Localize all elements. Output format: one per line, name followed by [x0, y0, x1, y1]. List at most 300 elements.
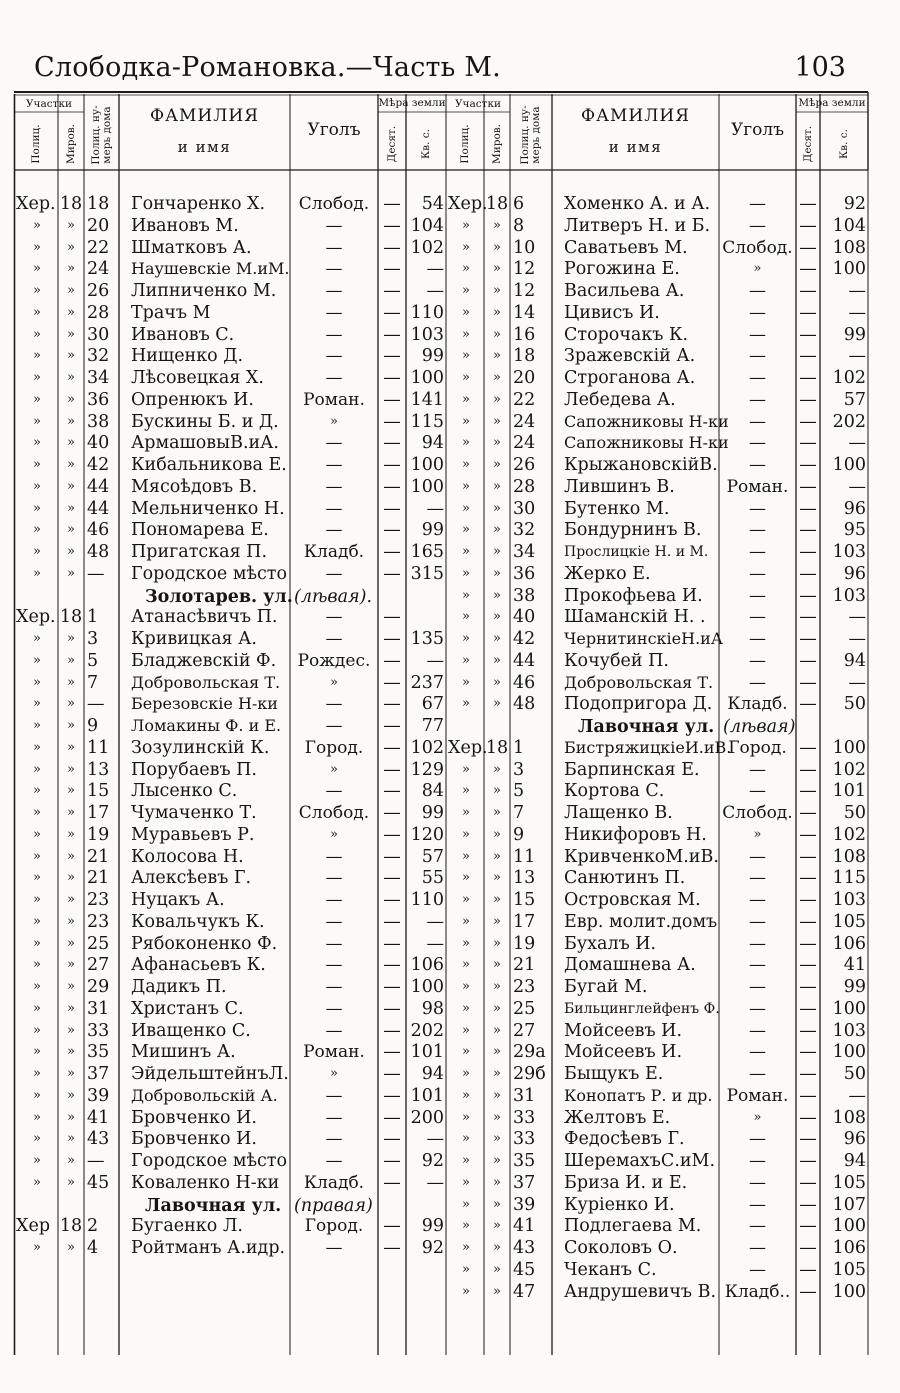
owner-name: Афанасьевъ К.: [131, 955, 266, 976]
civil-district: »: [493, 609, 501, 625]
register-table: [14, 90, 868, 1390]
corner-street: —: [325, 1151, 343, 1171]
land-desyatins: —: [383, 846, 401, 867]
civil-district: »: [67, 1109, 75, 1125]
civil-district: »: [67, 870, 75, 886]
owner-name: ШеремахъС.иМ.: [564, 1151, 716, 1171]
land-desyatins: —: [799, 542, 817, 562]
house-number: 41: [513, 1216, 536, 1237]
land-sq-sazhens: 110: [410, 302, 444, 323]
corner-street: Рождес.: [297, 650, 371, 671]
corner-street: Кладб.: [303, 542, 365, 562]
owner-name: Федосѣевъ Г.: [564, 1129, 685, 1150]
owner-name: Саватьевъ М.: [564, 237, 688, 258]
owner-name: Коваленко Н-ки: [131, 1172, 280, 1193]
land-sq-sazhens: —: [426, 1172, 444, 1193]
owner-name: Кортова С.: [564, 781, 665, 802]
land-desyatins: —: [383, 1129, 401, 1150]
land-desyatins: —: [799, 1020, 817, 1041]
civil-district: »: [493, 935, 501, 951]
police-district: »: [33, 1000, 41, 1016]
owner-name: Прокофьева И.: [564, 585, 703, 606]
owner-name: Мойсеевъ И.: [564, 1042, 683, 1063]
owner-name: Подопригора Д.: [564, 694, 713, 715]
house-number: 22: [513, 389, 536, 410]
land-sq-sazhens: 103: [832, 585, 866, 606]
house-number: 24: [513, 433, 536, 454]
land-sq-sazhens: 100: [410, 977, 444, 997]
land-sq-sazhens: 102: [410, 737, 444, 758]
section-side: (лѣвая): [723, 717, 796, 737]
header-mera-zemli: Мѣра земли: [378, 97, 446, 109]
police-district: »: [33, 457, 41, 472]
owner-name: Подлегаева М.: [564, 1216, 702, 1237]
house-number: 24: [513, 411, 536, 432]
land-sq-sazhens: —: [848, 476, 866, 497]
house-number: 46: [87, 520, 110, 541]
land-sq-sazhens: 129: [410, 759, 444, 780]
house-number: 30: [87, 324, 110, 345]
police-district: »: [33, 1240, 41, 1255]
civil-district: »: [493, 979, 501, 994]
land-sq-sazhens: 102: [832, 368, 866, 388]
house-number: 16: [513, 324, 536, 345]
corner-street: —: [749, 433, 766, 454]
land-desyatins: —: [383, 911, 401, 932]
corner-street: —: [749, 1129, 766, 1150]
civil-district: »: [67, 848, 75, 864]
civil-district: »: [67, 1131, 75, 1147]
corner-street: —: [325, 933, 343, 954]
land-sq-sazhens: 99: [843, 977, 866, 997]
house-number: 25: [513, 998, 536, 1019]
civil-district: »: [493, 326, 501, 342]
land-sq-sazhens: 202: [832, 411, 866, 432]
owner-name: Хоменко А. и А.: [564, 194, 711, 214]
police-district: »: [462, 283, 470, 298]
police-district: »: [462, 826, 470, 842]
corner-street: —: [749, 781, 766, 802]
owner-name: Гончаренко Х.: [131, 194, 266, 214]
land-desyatins: —: [383, 542, 401, 562]
header-i-imya: и имя: [177, 138, 232, 156]
land-sq-sazhens: 94: [421, 1064, 444, 1084]
police-district: »: [462, 979, 470, 994]
corner-street: —: [325, 563, 343, 584]
police-district: »: [33, 544, 41, 559]
house-number: 40: [87, 433, 110, 454]
land-desyatins: —: [799, 563, 817, 584]
civil-district: »: [67, 413, 75, 429]
police-district: »: [462, 1044, 470, 1060]
land-sq-sazhens: —: [848, 346, 866, 367]
house-number: 20: [513, 368, 536, 388]
corner-street: —: [325, 846, 343, 867]
owner-name: Дадикъ П.: [131, 977, 227, 997]
corner-street: —: [325, 716, 343, 736]
civil-district: »: [493, 1196, 501, 1212]
section-title: Лавочная ул.: [145, 1195, 282, 1216]
police-district: »: [462, 1087, 470, 1103]
land-sq-sazhens: 237: [410, 672, 444, 693]
owner-name: Добровольскій А.: [131, 1085, 278, 1105]
owner-name: Липниченко М.: [131, 281, 277, 301]
land-desyatins: —: [799, 1172, 817, 1193]
land-sq-sazhens: 77: [421, 716, 444, 736]
land-desyatins: —: [383, 194, 401, 214]
civil-district: »: [67, 261, 75, 277]
civil-district: »: [67, 652, 75, 668]
police-district: »: [33, 696, 41, 712]
corner-street: —: [325, 1020, 343, 1041]
corner-street: —: [325, 433, 343, 454]
land-desyatins: —: [383, 694, 401, 715]
land-sq-sazhens: 99: [421, 1216, 444, 1237]
civil-district: »: [67, 957, 75, 973]
corner-street: —: [749, 911, 766, 932]
land-sq-sazhens: 165: [410, 542, 444, 562]
police-district: »: [33, 1066, 41, 1081]
house-number: 37: [87, 1064, 110, 1084]
land-desyatins: —: [799, 1107, 817, 1128]
house-number: 33: [513, 1107, 536, 1128]
civil-district: 18: [485, 194, 509, 214]
civil-district: »: [67, 783, 75, 799]
land-sq-sazhens: 99: [421, 520, 444, 541]
police-district: »: [462, 1131, 470, 1147]
corner-street: —: [749, 563, 766, 584]
land-desyatins: —: [383, 368, 401, 388]
police-district: »: [462, 457, 470, 472]
police-district: »: [462, 892, 470, 907]
corner-street: Слобод.: [298, 194, 370, 214]
civil-district: »: [67, 457, 75, 472]
civil-district: »: [67, 1022, 75, 1038]
police-district: »: [33, 739, 41, 755]
owner-name: Шматковъ А.: [131, 237, 252, 258]
land-desyatins: —: [383, 324, 401, 345]
land-desyatins: —: [383, 977, 401, 997]
section-side: (лѣвая).: [294, 586, 373, 607]
page-number: 103: [794, 52, 846, 83]
civil-district: »: [493, 1022, 501, 1038]
civil-district: »: [67, 391, 75, 407]
police-district: »: [462, 217, 470, 233]
header-uchastki: Участки: [454, 98, 502, 110]
land-desyatins: —: [799, 1129, 817, 1150]
corner-street: —: [325, 1238, 343, 1258]
house-number: —: [87, 563, 105, 584]
house-number: 28: [87, 302, 110, 323]
land-sq-sazhens: 102: [832, 824, 866, 845]
page-title: Слободка-Романовка.—Часть М.: [34, 52, 501, 83]
civil-district: »: [67, 435, 75, 451]
corner-street: —: [749, 498, 766, 519]
owner-name: Сторочакъ К.: [564, 324, 689, 345]
civil-district: »: [493, 370, 501, 385]
owner-name: КривченкоМ.иВ.: [564, 846, 719, 867]
house-number: 37: [513, 1172, 536, 1193]
owner-name: Бугай М.: [564, 977, 648, 997]
land-desyatins: —: [799, 890, 817, 910]
land-sq-sazhens: 84: [421, 781, 444, 802]
police-district: »: [462, 1174, 470, 1190]
corner-street: —: [749, 1238, 766, 1258]
header-ugol: Уголъ: [307, 120, 361, 140]
corner-street: —: [749, 672, 766, 693]
land-sq-sazhens: —: [848, 302, 866, 323]
police-district: »: [462, 239, 470, 255]
land-desyatins: —: [799, 1085, 817, 1106]
header-uchastki: Участки: [25, 98, 73, 110]
land-desyatins: —: [799, 868, 817, 889]
civil-district: »: [67, 500, 75, 516]
land-desyatins: —: [383, 259, 401, 280]
owner-name: Кривицкая А.: [131, 629, 257, 649]
corner-street: —: [325, 237, 343, 258]
house-number: 28: [513, 476, 536, 497]
owner-name: Мясоѣдовъ В.: [131, 476, 258, 497]
house-number: 29а: [513, 1042, 546, 1063]
corner-street: —: [325, 476, 343, 497]
owner-name: Городское мѣсто: [131, 1151, 288, 1171]
corner-street: »: [753, 261, 762, 277]
owner-name: Литверъ Н. и Б.: [564, 215, 711, 236]
owner-name: Бриза И. и Е.: [564, 1172, 688, 1193]
civil-district: 18: [59, 607, 83, 628]
land-sq-sazhens: 108: [832, 846, 866, 867]
house-number: 31: [87, 998, 110, 1019]
header-polits: Полиц.: [30, 124, 42, 164]
land-sq-sazhens: 94: [421, 433, 444, 454]
header-kv: Кв. с.: [838, 129, 850, 159]
land-desyatins: —: [383, 346, 401, 367]
civil-district: »: [67, 544, 75, 559]
land-desyatins: —: [799, 998, 817, 1019]
house-number: 3: [513, 759, 525, 780]
police-district: »: [462, 783, 470, 799]
police-district: »: [33, 1174, 41, 1190]
corner-street: —: [325, 281, 343, 301]
police-district: »: [33, 1044, 41, 1060]
land-sq-sazhens: 50: [843, 803, 866, 823]
police-district: Хер.: [448, 194, 488, 214]
house-number: 25: [87, 933, 110, 954]
house-number: 26: [513, 455, 536, 475]
land-desyatins: —: [799, 977, 817, 997]
land-desyatins: —: [799, 411, 817, 432]
house-number: 48: [513, 694, 536, 715]
header-kv: Кв. с.: [420, 129, 432, 159]
civil-district: »: [67, 1087, 75, 1103]
civil-district: »: [67, 913, 75, 929]
house-number: 29: [87, 977, 110, 997]
land-sq-sazhens: 141: [410, 389, 444, 410]
land-desyatins: —: [383, 998, 401, 1019]
owner-name: КрыжановскійВ.: [564, 455, 718, 475]
police-district: »: [33, 718, 41, 733]
police-district: »: [462, 696, 470, 712]
land-desyatins: —: [799, 194, 817, 214]
section-side: (правая): [294, 1195, 373, 1216]
owner-name: Иващенко С.: [131, 1020, 251, 1041]
land-desyatins: —: [799, 281, 817, 301]
corner-street: —: [749, 1064, 766, 1084]
police-district: »: [462, 1066, 470, 1081]
owner-name: Муравьевъ Р.: [131, 824, 255, 845]
owner-name: Бондурнинъ В.: [564, 520, 702, 541]
civil-district: »: [493, 1218, 501, 1234]
land-sq-sazhens: —: [426, 911, 444, 932]
house-number: 29б: [513, 1064, 546, 1084]
police-district: »: [462, 413, 470, 429]
corner-street: —: [325, 1107, 343, 1128]
land-sq-sazhens: 104: [832, 215, 866, 236]
land-desyatins: —: [383, 803, 401, 823]
police-district: »: [33, 370, 41, 385]
civil-district: »: [67, 805, 75, 820]
police-district: »: [33, 391, 41, 407]
house-number: 1: [513, 737, 525, 758]
civil-district: »: [493, 1066, 501, 1081]
owner-name: Ковальчукъ К.: [131, 911, 265, 932]
civil-district: »: [67, 370, 75, 385]
civil-district: »: [67, 478, 75, 494]
land-desyatins: —: [799, 1151, 817, 1171]
owner-name: Бухалъ И.: [564, 933, 657, 954]
land-sq-sazhens: 100: [832, 737, 866, 758]
owner-name: Сапожниковы Н-ки: [564, 411, 729, 431]
land-desyatins: —: [383, 1216, 401, 1237]
house-number: 44: [87, 498, 110, 519]
land-desyatins: —: [383, 824, 401, 845]
owner-name: Лившинъ В.: [564, 476, 675, 497]
owner-name: Соколовъ О.: [564, 1238, 678, 1258]
owner-name: Наушевскіе М.иМ.: [131, 259, 290, 279]
house-number: 39: [513, 1194, 536, 1215]
land-sq-sazhens: —: [426, 650, 444, 671]
land-desyatins: —: [799, 324, 817, 345]
police-district: »: [462, 370, 470, 385]
owner-name: Чеканъ С.: [564, 1259, 657, 1280]
land-desyatins: —: [799, 476, 817, 497]
land-desyatins: —: [799, 346, 817, 367]
house-number: 36: [513, 563, 536, 584]
land-sq-sazhens: 50: [843, 1064, 866, 1084]
owner-name: Ивановъ С.: [131, 324, 235, 345]
civil-district: »: [493, 957, 501, 973]
owner-name: Добровольская Т.: [131, 672, 281, 692]
corner-street: —: [749, 542, 766, 562]
police-district: »: [33, 304, 41, 320]
corner-street: —: [749, 607, 766, 628]
corner-street: —: [325, 1129, 343, 1150]
land-desyatins: —: [383, 455, 401, 475]
land-sq-sazhens: 99: [421, 803, 444, 823]
header-ugol: Уголъ: [730, 120, 785, 140]
civil-district: »: [67, 892, 75, 907]
house-number: 9: [513, 824, 525, 845]
land-desyatins: —: [383, 498, 401, 519]
house-number: 30: [513, 498, 536, 519]
civil-district: »: [493, 1174, 501, 1190]
civil-district: »: [67, 283, 75, 298]
civil-district: »: [493, 1044, 501, 1060]
civil-district: »: [493, 1131, 501, 1147]
police-district: »: [462, 870, 470, 886]
owner-name: Мойсеевъ И.: [564, 1020, 683, 1041]
land-sq-sazhens: 50: [843, 694, 866, 715]
owner-name: Лысенко С.: [131, 781, 238, 802]
land-sq-sazhens: 103: [832, 890, 866, 910]
owner-name: Мишинъ А.: [131, 1042, 236, 1063]
civil-district: »: [493, 239, 501, 255]
police-district: »: [33, 805, 41, 820]
land-sq-sazhens: 110: [410, 890, 444, 910]
corner-street: —: [749, 977, 766, 997]
civil-district: »: [493, 1283, 501, 1299]
owner-name: Бровченко И.: [131, 1107, 257, 1128]
land-sq-sazhens: 101: [410, 1042, 444, 1063]
land-sq-sazhens: 115: [832, 868, 866, 889]
house-number: 42: [87, 455, 110, 475]
civil-district: »: [67, 1044, 75, 1060]
land-desyatins: —: [383, 1020, 401, 1041]
house-number: 23: [87, 890, 110, 910]
police-district: »: [462, 1261, 470, 1277]
house-number: 27: [87, 955, 110, 976]
land-desyatins: —: [799, 585, 817, 606]
owner-name: Ройтманъ А.идр.: [131, 1238, 286, 1258]
house-number: 21: [87, 868, 110, 889]
section-title: Лавочная ул.: [578, 717, 715, 737]
civil-district: »: [493, 631, 501, 646]
corner-street: Роман.: [726, 476, 789, 497]
civil-district: »: [67, 631, 75, 646]
owner-name: Шаманскій Н. .: [564, 607, 706, 628]
corner-street: —: [749, 933, 766, 954]
land-desyatins: —: [799, 368, 817, 388]
police-district: »: [33, 761, 41, 777]
house-number: 38: [87, 411, 110, 432]
land-sq-sazhens: 100: [832, 1216, 866, 1237]
land-sq-sazhens: 315: [410, 563, 444, 584]
owner-name: Бладжевскій Ф.: [131, 650, 277, 671]
corner-street: —: [325, 215, 343, 236]
land-desyatins: —: [799, 911, 817, 932]
corner-street: Город.: [728, 737, 787, 758]
land-desyatins: —: [799, 672, 817, 693]
police-district: »: [462, 565, 470, 581]
house-number: 15: [87, 781, 110, 802]
land-desyatins: —: [383, 237, 401, 258]
land-sq-sazhens: 106: [410, 955, 444, 976]
corner-street: Слобод.: [722, 803, 793, 823]
header-i-imya: и имя: [608, 138, 663, 156]
header-mera-zemli: Мѣра земли: [798, 97, 866, 109]
civil-district: »: [67, 674, 75, 690]
owner-name: Евр. молит.домъ: [564, 911, 718, 932]
civil-district: »: [493, 826, 501, 842]
house-number: 34: [87, 368, 110, 388]
police-district: »: [462, 848, 470, 864]
land-sq-sazhens: 200: [410, 1107, 444, 1128]
police-district: »: [462, 631, 470, 646]
police-district: »: [33, 413, 41, 429]
police-district: »: [33, 1087, 41, 1103]
house-number: 11: [513, 846, 536, 867]
corner-street: —: [325, 259, 343, 280]
